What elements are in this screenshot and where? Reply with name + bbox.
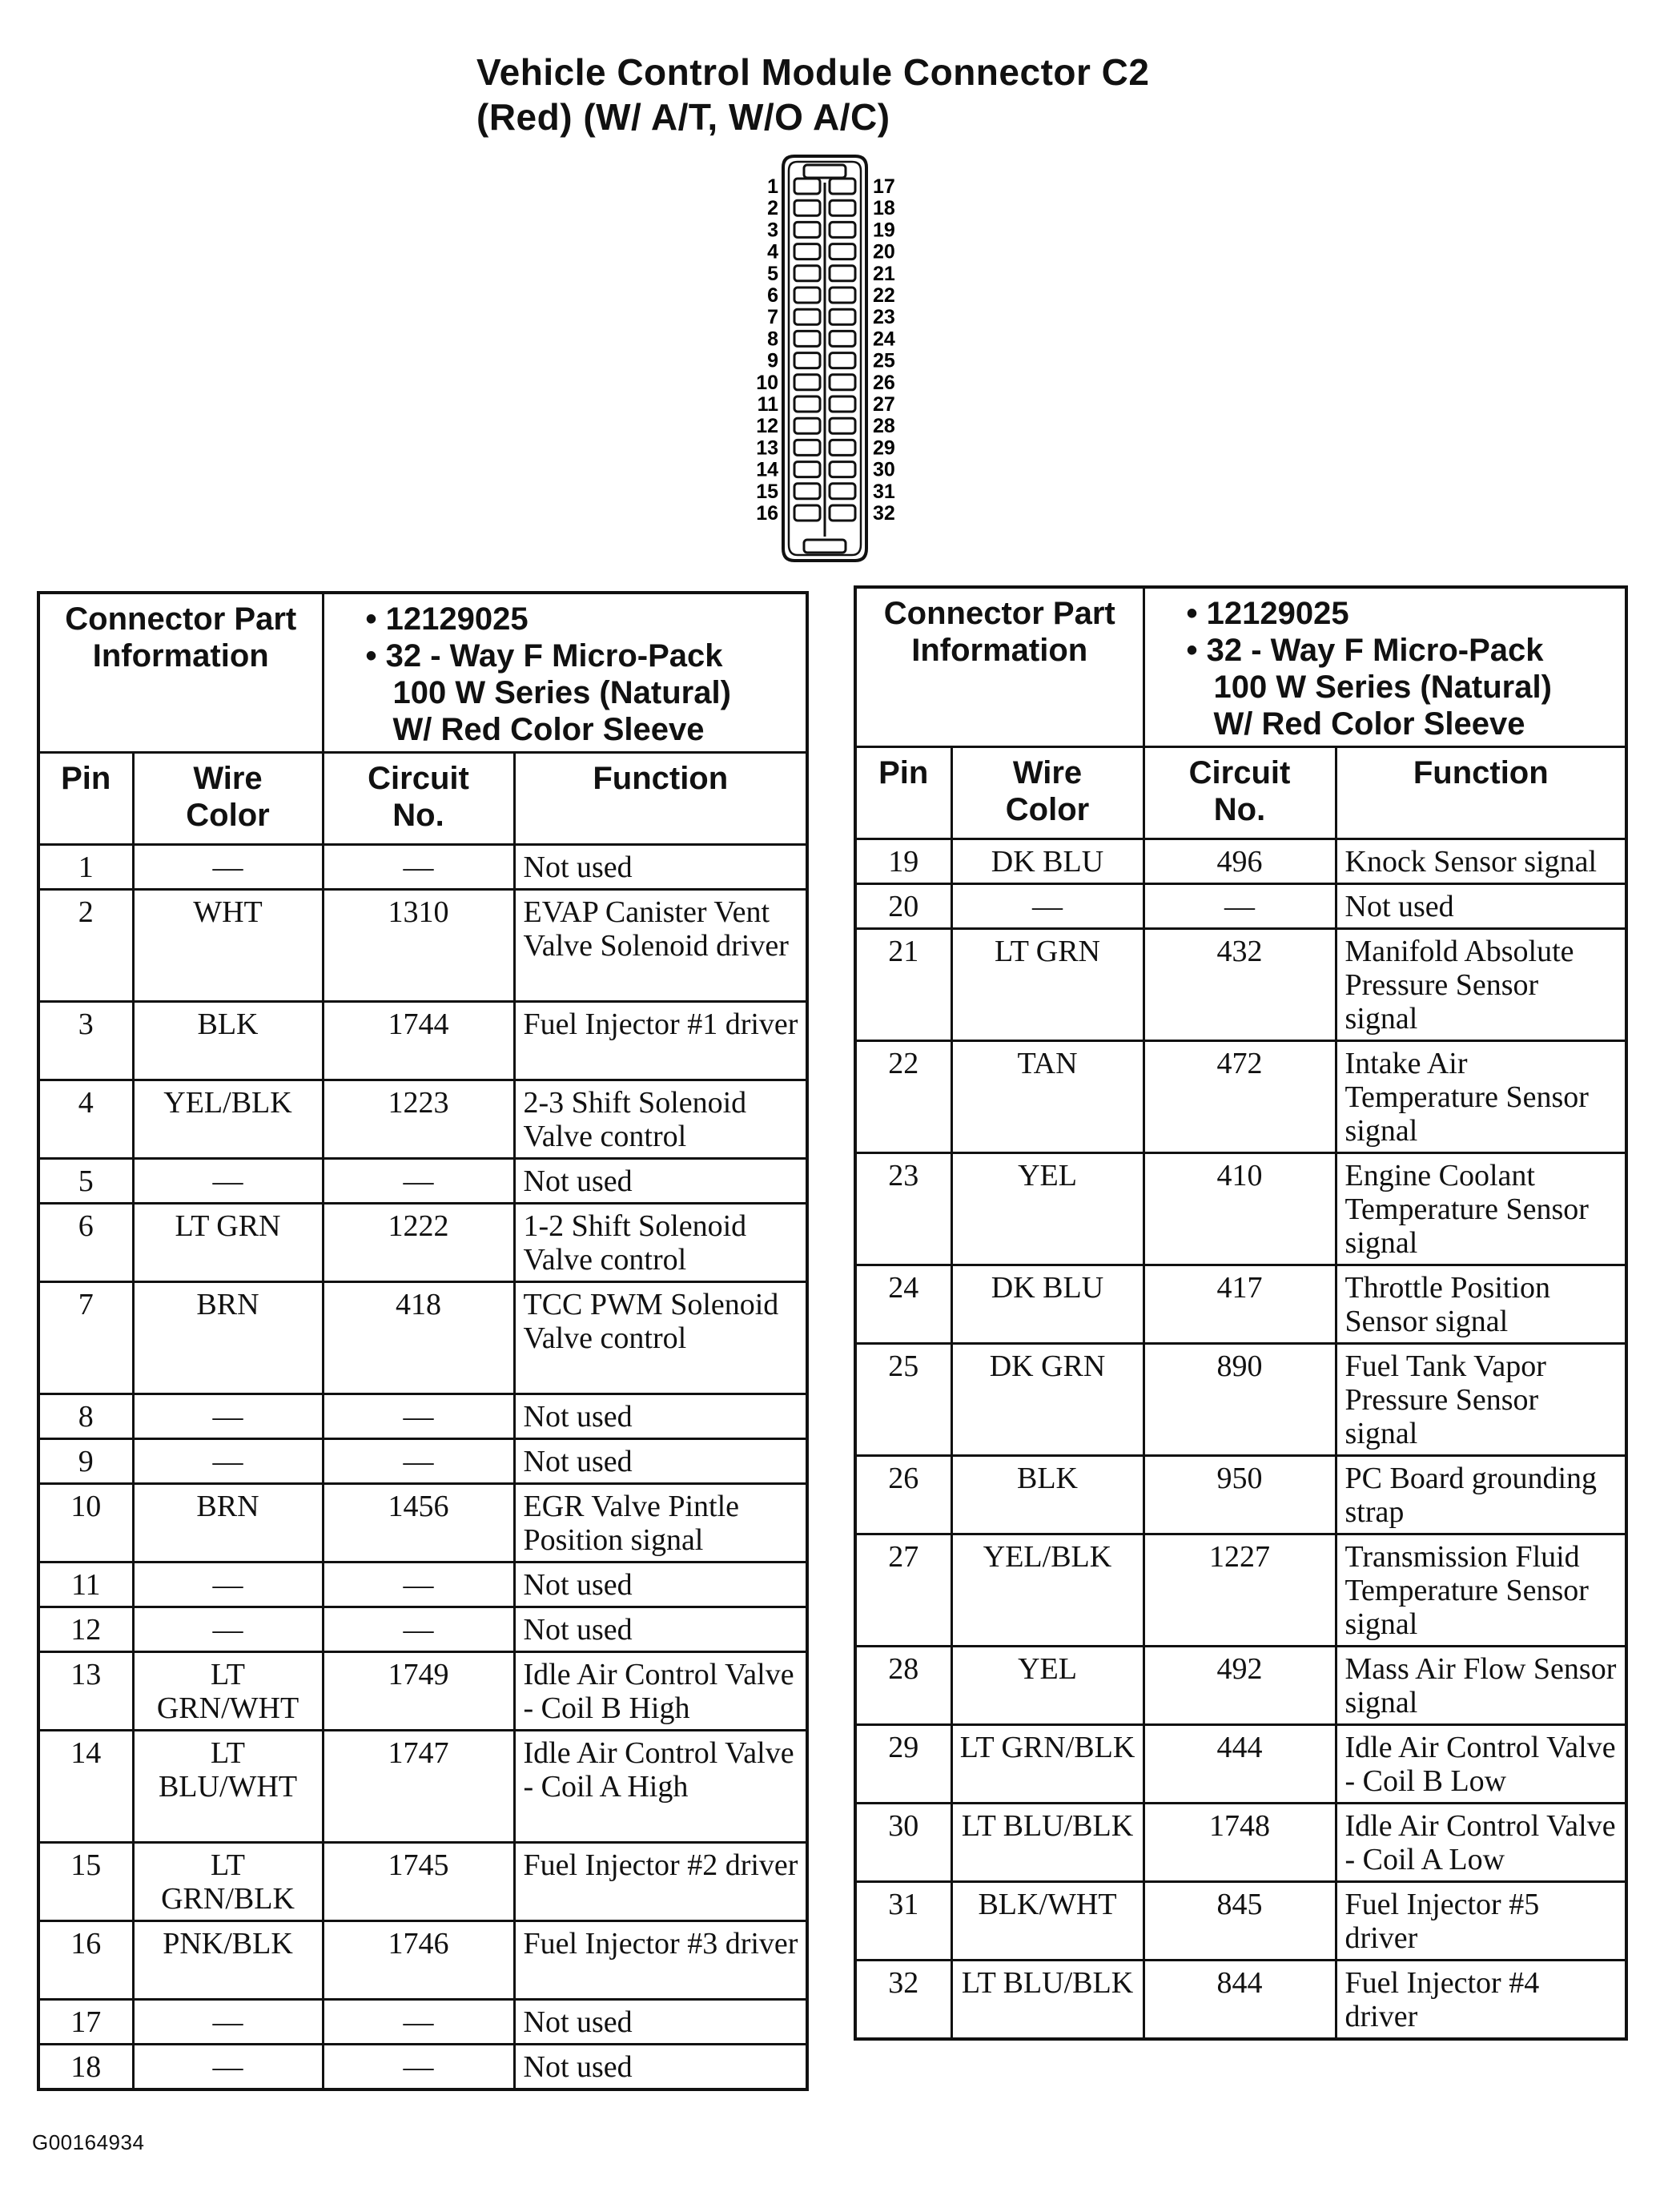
wire-color: DK GRN — [951, 1344, 1143, 1456]
wire-color: — — [133, 1562, 323, 1607]
pin-number: 1 — [38, 845, 133, 890]
part-label-line-2: Information — [911, 633, 1088, 668]
connector-pin-cavity — [830, 222, 855, 237]
pin-row — [38, 1607, 807, 1652]
wire-header-line-2: Color — [186, 798, 270, 833]
circuit-number: 845 — [1143, 1882, 1336, 1961]
circuit-number: 1749 — [323, 1652, 514, 1731]
connector-pin-cavity — [830, 353, 855, 368]
pin-number: 30 — [855, 1804, 951, 1882]
connector-pin-label: 25 — [873, 349, 895, 372]
circuit-number: 417 — [1143, 1265, 1336, 1344]
part-info-line: • 12129025 — [365, 601, 529, 637]
pin-row — [38, 1159, 807, 1204]
pin-number: 5 — [38, 1159, 133, 1204]
connector-pin-label: 31 — [873, 480, 895, 503]
wire-header-line-2: Color — [1005, 792, 1090, 827]
connector-pin-cavity — [794, 418, 820, 433]
pin-function: Intake Air Temperature Sensor signal — [1336, 1041, 1626, 1153]
col-header-function: Function — [514, 753, 807, 845]
wire-color: BLK/WHT — [951, 1882, 1143, 1961]
connector-pin-cavity — [830, 179, 855, 194]
pin-function: Not used — [514, 1159, 807, 1204]
part-info-value — [1143, 587, 1626, 747]
pin-number: 27 — [855, 1534, 951, 1647]
wire-color: YEL/BLK — [133, 1080, 323, 1159]
wire-color: — — [133, 1607, 323, 1652]
wire-color: — — [133, 2000, 323, 2045]
connector-pin-cavity — [794, 244, 820, 259]
connector-pin-cavity — [794, 462, 820, 477]
wire-color: — — [133, 1159, 323, 1204]
pin-function: Fuel Injector #2 driver — [514, 1843, 807, 1921]
part-info-row — [38, 593, 807, 753]
part-info-label — [38, 593, 323, 753]
connector-pin-label: 1 — [767, 175, 778, 198]
circuit-number: 496 — [1143, 839, 1336, 884]
pin-rows-right — [855, 839, 1626, 2039]
column-header-row — [38, 753, 807, 845]
circuit-number: — — [1143, 884, 1336, 929]
col-header-wire-color — [133, 753, 323, 845]
pin-function: Not used — [514, 845, 807, 890]
connector-pin-cavity — [830, 375, 855, 390]
pin-function: TCC PWM Solenoid Valve control — [514, 1282, 807, 1394]
part-info-line: • 12129025 — [1186, 596, 1349, 631]
connector-pin-label: 32 — [873, 502, 895, 525]
pin-number: 14 — [38, 1731, 133, 1843]
wire-color: — — [133, 1394, 323, 1439]
pin-row — [38, 1282, 807, 1394]
pin-number: 11 — [38, 1562, 133, 1607]
wire-color: DK BLU — [951, 1265, 1143, 1344]
pin-row — [38, 890, 807, 1002]
pin-function: Fuel Injector #4 driver — [1336, 1961, 1626, 2039]
pin-number: 6 — [38, 1204, 133, 1282]
connector-pin-cavity — [830, 244, 855, 259]
connector-pin-label: 26 — [873, 371, 895, 394]
pin-row — [855, 1725, 1626, 1804]
pin-row — [855, 1647, 1626, 1725]
pin-function: Knock Sensor signal — [1336, 839, 1626, 884]
pin-table-left — [37, 591, 809, 2091]
connector-pin-cavity — [830, 440, 855, 455]
connector-pin-label: 15 — [756, 480, 778, 503]
pin-number: 7 — [38, 1282, 133, 1394]
wire-color: LT GRN/BLK — [133, 1843, 323, 1921]
circuit-number: 1222 — [323, 1204, 514, 1282]
pin-table-right — [854, 585, 1628, 2041]
pin-row — [38, 1562, 807, 1607]
pin-function: Throttle Position Sensor signal — [1336, 1265, 1626, 1344]
connector-pin-cavity — [794, 222, 820, 237]
connector-pin-cavity — [830, 266, 855, 281]
pin-number: 28 — [855, 1647, 951, 1725]
pin-function: 1-2 Shift Solenoid Valve control — [514, 1204, 807, 1282]
connector-pin-cavity — [830, 505, 855, 521]
wire-color: — — [133, 845, 323, 890]
pin-row — [38, 1843, 807, 1921]
connector-pin-cavity — [794, 331, 820, 346]
wire-header-line-1: Wire — [1012, 755, 1083, 790]
pin-function: Idle Air Control Valve - Coil B Low — [1336, 1725, 1626, 1804]
circuit-number: — — [323, 1159, 514, 1204]
pin-row — [855, 1534, 1626, 1647]
wire-color: LT BLU/BLK — [951, 1961, 1143, 2039]
pin-number: 4 — [38, 1080, 133, 1159]
pin-function: Not used — [514, 1562, 807, 1607]
pin-function: Not used — [1336, 884, 1626, 929]
wire-color: YEL/BLK — [951, 1534, 1143, 1647]
connector-pin-cavity — [794, 353, 820, 368]
pin-number: 15 — [38, 1843, 133, 1921]
connector-pin-label: 5 — [767, 262, 778, 285]
connector-pin-label: 12 — [756, 415, 778, 438]
pin-number: 9 — [38, 1439, 133, 1484]
connector-pin-label: 21 — [873, 262, 895, 285]
wire-color: WHT — [133, 890, 323, 1002]
wire-color: — — [133, 2045, 323, 2089]
connector-pin-label: 4 — [767, 240, 778, 263]
pin-row — [38, 1204, 807, 1282]
pin-row — [38, 1652, 807, 1731]
pin-number: 25 — [855, 1344, 951, 1456]
pin-function: Fuel Tank Vapor Pressure Sensor signal — [1336, 1344, 1626, 1456]
pin-number: 23 — [855, 1153, 951, 1265]
wire-color: BLK — [951, 1456, 1143, 1534]
circuit-number: 844 — [1143, 1961, 1336, 2039]
col-header-function: Function — [1336, 747, 1626, 839]
wire-color: PNK/BLK — [133, 1921, 323, 2000]
circuit-number: 410 — [1143, 1153, 1336, 1265]
circuit-number: 1748 — [1143, 1804, 1336, 1882]
circuit-number: — — [323, 1562, 514, 1607]
circuit-number: 444 — [1143, 1725, 1336, 1804]
pin-number: 18 — [38, 2045, 133, 2089]
pin-row — [38, 1080, 807, 1159]
pin-row — [855, 1265, 1626, 1344]
pin-function: Not used — [514, 2000, 807, 2045]
pin-row — [38, 1439, 807, 1484]
connector-pin-label: 13 — [756, 436, 778, 460]
pin-function: Idle Air Control Valve - Coil A High — [514, 1731, 807, 1843]
connector-pin-label: 18 — [873, 197, 895, 220]
connector-pin-label: 23 — [873, 306, 895, 329]
pin-number: 29 — [855, 1725, 951, 1804]
pin-number: 8 — [38, 1394, 133, 1439]
pin-function: Manifold Absolute Pressure Sensor signal — [1336, 929, 1626, 1041]
circuit-number: 1223 — [323, 1080, 514, 1159]
pin-row — [38, 1394, 807, 1439]
pin-function: Mass Air Flow Sensor signal — [1336, 1647, 1626, 1725]
connector-pin-cavity — [830, 309, 855, 324]
circuit-number: 472 — [1143, 1041, 1336, 1153]
col-header-circuit-no — [323, 753, 514, 845]
connector-pin-label: 17 — [873, 175, 895, 198]
col-header-pin: Pin — [855, 747, 951, 839]
wire-color: LT BLU/BLK — [951, 1804, 1143, 1882]
pin-number: 3 — [38, 1002, 133, 1080]
connector-pin-cavity — [794, 440, 820, 455]
wire-header-line-1: Wire — [193, 761, 263, 796]
connector-pin-label: 11 — [757, 393, 778, 416]
pin-number: 19 — [855, 839, 951, 884]
wire-color: TAN — [951, 1041, 1143, 1153]
pin-number: 16 — [38, 1921, 133, 2000]
connector-pin-cavity — [830, 396, 855, 412]
connector-pin-cavity — [830, 418, 855, 433]
connector-pin-label: 9 — [767, 349, 778, 372]
connector-pin-label: 16 — [756, 502, 778, 525]
pin-function: Fuel Injector #5 driver — [1336, 1882, 1626, 1961]
wire-color: LT GRN/WHT — [133, 1652, 323, 1731]
circuit-number: — — [323, 1394, 514, 1439]
pin-row — [855, 1961, 1626, 2039]
connector-pin-label: 7 — [767, 306, 778, 329]
pin-row — [855, 1804, 1626, 1882]
pin-row — [855, 839, 1626, 884]
circuit-number: — — [323, 845, 514, 890]
pin-rows-left — [38, 845, 807, 2089]
wire-color: LT GRN/BLK — [951, 1725, 1143, 1804]
wire-color: LT GRN — [951, 929, 1143, 1041]
wire-color: — — [133, 1439, 323, 1484]
circuit-number: 1456 — [323, 1484, 514, 1562]
wire-color: BRN — [133, 1282, 323, 1394]
part-info-line: W/ Red Color Sleeve — [1213, 706, 1525, 742]
connector-pin-cavity — [830, 331, 855, 346]
connector-pin-label: 2 — [767, 197, 778, 220]
connector-pin-label: 6 — [767, 284, 778, 307]
pin-function: Transmission Fluid Temperature Sensor signal — [1336, 1534, 1626, 1647]
connector-pin-label: 22 — [873, 284, 895, 307]
part-label-line-1: Connector Part — [65, 601, 297, 637]
circuit-number: 1746 — [323, 1921, 514, 2000]
circuit-number: — — [323, 2045, 514, 2089]
part-info-row — [855, 587, 1626, 747]
pin-function: Engine Coolant Temperature Sensor signal — [1336, 1153, 1626, 1265]
connector-pin-cavity — [830, 484, 855, 499]
pin-function: Fuel Injector #1 driver — [514, 1002, 807, 1080]
pin-row — [38, 2000, 807, 2045]
pin-function: 2-3 Shift Solenoid Valve control — [514, 1080, 807, 1159]
pin-row — [855, 884, 1626, 929]
connector-bottom-latch — [804, 540, 846, 553]
connector-face-diagram — [737, 144, 913, 573]
circuit-number: 1227 — [1143, 1534, 1336, 1647]
connector-pin-cavity — [794, 200, 820, 215]
connector-top-latch — [804, 165, 846, 178]
part-info-value — [323, 593, 807, 753]
connector-pin-cavity — [830, 462, 855, 477]
connector-pin-cavity — [794, 266, 820, 281]
pin-number: 17 — [38, 2000, 133, 2045]
connector-pin-label: 30 — [873, 458, 895, 481]
circuit-number: 492 — [1143, 1647, 1336, 1725]
connector-pin-cavity — [830, 288, 855, 303]
pin-number: 2 — [38, 890, 133, 1002]
circuit-header-line-1: Circuit — [368, 761, 469, 796]
connector-pin-label: 19 — [873, 219, 895, 242]
figure-code: G00164934 — [32, 2130, 145, 2154]
title-line-2: (Red) (W/ A/T, W/O A/C) — [476, 96, 890, 138]
circuit-number: — — [323, 1439, 514, 1484]
pin-function: Idle Air Control Valve - Coil B High — [514, 1652, 807, 1731]
pin-row — [855, 1153, 1626, 1265]
pin-number: 21 — [855, 929, 951, 1041]
pin-row — [38, 2045, 807, 2089]
circuit-number: — — [323, 2000, 514, 2045]
part-label-line-1: Connector Part — [883, 596, 1115, 631]
pin-function: Idle Air Control Valve - Coil A Low — [1336, 1804, 1626, 1882]
circuit-number: 1745 — [323, 1843, 514, 1921]
pin-function: Not used — [514, 1439, 807, 1484]
connector-pin-cavity — [794, 505, 820, 521]
circuit-number: 890 — [1143, 1344, 1336, 1456]
circuit-number: 418 — [323, 1282, 514, 1394]
connector-pin-label: 28 — [873, 415, 895, 438]
pin-row — [855, 1041, 1626, 1153]
connector-pin-cavity — [794, 484, 820, 499]
pin-row — [38, 845, 807, 890]
pin-function: EGR Valve Pintle Position signal — [514, 1484, 807, 1562]
circuit-number: 950 — [1143, 1456, 1336, 1534]
pin-number: 10 — [38, 1484, 133, 1562]
wire-color: YEL — [951, 1647, 1143, 1725]
part-info-line: • 32 - Way F Micro-Pack — [1186, 633, 1544, 668]
circuit-number: 1310 — [323, 890, 514, 1002]
part-label-line-2: Information — [92, 638, 269, 674]
pin-row — [38, 1921, 807, 2000]
pin-number: 26 — [855, 1456, 951, 1534]
circuit-number: 1744 — [323, 1002, 514, 1080]
col-header-wire-color — [951, 747, 1143, 839]
wire-color: YEL — [951, 1153, 1143, 1265]
col-header-circuit-no — [1143, 747, 1336, 839]
connector-pin-cavity — [794, 375, 820, 390]
connector-pin-cavity — [794, 396, 820, 412]
part-info-label — [855, 587, 1143, 747]
pin-number: 32 — [855, 1961, 951, 2039]
diagram-title — [476, 50, 1149, 139]
circuit-header-line-1: Circuit — [1188, 755, 1291, 790]
pin-number: 31 — [855, 1882, 951, 1961]
pin-function: Not used — [514, 1607, 807, 1652]
connector-pin-label: 14 — [756, 458, 778, 481]
pin-row — [38, 1484, 807, 1562]
part-info-line: 100 W Series (Natural) — [1213, 670, 1552, 705]
circuit-header-line-2: No. — [392, 798, 444, 833]
pin-function: EVAP Canister Vent Valve Solenoid driver — [514, 890, 807, 1002]
connector-pin-cavity — [794, 288, 820, 303]
circuit-number: 1747 — [323, 1731, 514, 1843]
connector-pin-label: 3 — [767, 219, 778, 242]
pin-number: 22 — [855, 1041, 951, 1153]
wire-color: LT BLU/WHT — [133, 1731, 323, 1843]
title-line-1: Vehicle Control Module Connector C2 — [476, 51, 1150, 93]
pin-function: Fuel Injector #3 driver — [514, 1921, 807, 2000]
wire-color: LT GRN — [133, 1204, 323, 1282]
connector-pin-label: 29 — [873, 436, 895, 460]
pin-function: PC Board grounding strap — [1336, 1456, 1626, 1534]
column-header-row — [855, 747, 1626, 839]
pin-row — [855, 929, 1626, 1041]
connector-pin-label: 8 — [767, 328, 778, 351]
pin-row — [855, 1882, 1626, 1961]
wire-color: DK BLU — [951, 839, 1143, 884]
pin-number: 13 — [38, 1652, 133, 1731]
pin-row — [855, 1456, 1626, 1534]
wire-color: BRN — [133, 1484, 323, 1562]
pin-number: 12 — [38, 1607, 133, 1652]
pin-number: 24 — [855, 1265, 951, 1344]
pin-function: Not used — [514, 2045, 807, 2089]
connector-pin-label: 20 — [873, 240, 895, 263]
wire-color: BLK — [133, 1002, 323, 1080]
connector-pin-cavity — [794, 179, 820, 194]
connector-pin-cavity — [830, 200, 855, 215]
wire-color: — — [951, 884, 1143, 929]
pin-row — [38, 1731, 807, 1843]
connector-pin-label: 10 — [756, 371, 778, 394]
connector-pin-label: 27 — [873, 393, 895, 416]
connector-pin-cavity — [794, 309, 820, 324]
circuit-number: — — [323, 1607, 514, 1652]
circuit-header-line-2: No. — [1213, 792, 1266, 827]
part-info-line: 100 W Series (Natural) — [392, 675, 731, 710]
connector-pin-label: 24 — [873, 328, 895, 351]
pin-function: Not used — [514, 1394, 807, 1439]
part-info-line: W/ Red Color Sleeve — [392, 712, 705, 747]
pin-row — [38, 1002, 807, 1080]
col-header-pin: Pin — [38, 753, 133, 845]
part-info-line: • 32 - Way F Micro-Pack — [365, 638, 723, 674]
circuit-number: 432 — [1143, 929, 1336, 1041]
pin-row — [855, 1344, 1626, 1456]
pin-number: 20 — [855, 884, 951, 929]
